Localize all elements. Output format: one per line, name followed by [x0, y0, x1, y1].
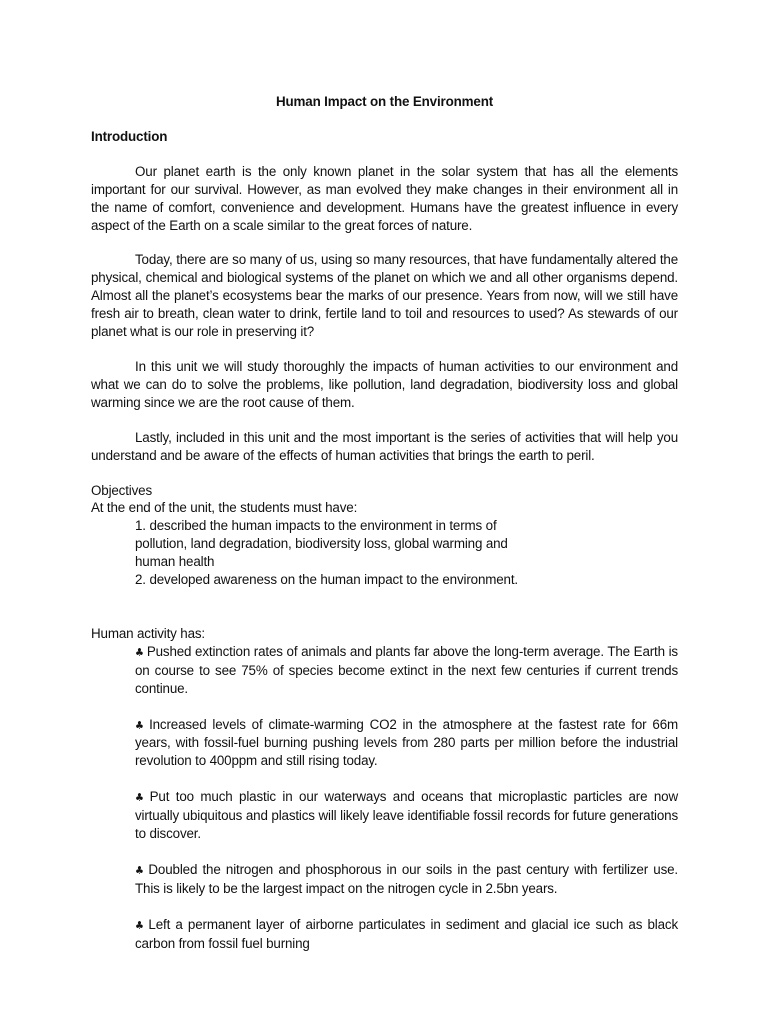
- activity-list: [135, 643, 678, 953]
- objectives-list: [135, 517, 678, 589]
- activity-text: Put too much plastic in our waterways and oceans that microplastic particles are now virtually ubiquitous and plastics will likely leave identifiable fossil records for future generations to discover.: [135, 789, 678, 842]
- activity-item: [135, 643, 678, 698]
- club-bullet-icon: ♣: [135, 864, 146, 877]
- activity-item: [135, 716, 678, 771]
- objective-item-2: 2. developed awareness on the human impact to the environment.: [135, 572, 518, 588]
- activity-text: Pushed extinction rates of animals and plants far above the long-term average. The Earth is on course to see 75% of species become extinct in the next few centuries if current trends continue.: [135, 643, 678, 696]
- intro-paragraph-2: Today, there are so many of us, using so many resources, that have fundamentally altered the physical, chemical and biological systems of the planet on which we and all other organisms depend. Almost all the planet’s ecosystems bear the marks of our presence. Years from now, will we still have fresh air to breath, clean water to drink, fertile land to toil and resources to used? As stewards of our planet what is our role in preserving it?: [91, 252, 678, 340]
- activity-item: [135, 861, 678, 898]
- document-title: Human Impact on the Environment: [275, 94, 494, 109]
- activity-text: Increased levels of climate-warming CO2 in the atmosphere at the fastest rate for 66m years, with fossil-fuel burning pushing levels from 280 parts per million before the industrial revolution to 400ppm and still rising today.: [135, 716, 678, 769]
- document-body: [91, 93, 678, 971]
- activity-text: Doubled the nitrogen and phosphorous in our soils in the past century with fertilizer use. This is likely to be the largest impact on the nitrogen cycle in 2.5bn years.: [135, 862, 678, 896]
- intro-paragraph-3: In this unit we will study thoroughly the impacts of human activities to our environment and what we can do to solve the problems, like pollution, land degradation, biodiversity loss and global warming since we are the root cause of them.: [91, 358, 678, 410]
- objectives-label: Objectives: [91, 482, 153, 498]
- club-bullet-icon: ♣: [135, 718, 147, 732]
- activity-item: [135, 916, 678, 953]
- section-heading-introduction: Introduction: [91, 128, 168, 144]
- intro-paragraph-1: Our planet earth is the only known planet in the solar system that has all the elements important for our survival. However, as man evolved they make changes in their environment all in the name of comfort, convenience and development. Humans have the greatest influence in every aspect of the Earth on a scale similar to the great forces of nature.: [91, 163, 678, 233]
- club-bullet-icon: ♣: [135, 645, 144, 659]
- club-bullet-icon: ♣: [135, 918, 146, 932]
- objectives-intro: At the end of the unit, the students must have:: [91, 500, 358, 516]
- activity-item: [135, 788, 678, 843]
- activity-intro: Human activity has:: [91, 625, 205, 641]
- club-bullet-icon: ♣: [135, 791, 147, 805]
- intro-paragraph-4: Lastly, included in this unit and the most important is the series of activities that will help you understand and be aware of the effects of human activities that brings the earth to peril.: [91, 429, 678, 463]
- activity-text: Left a permanent layer of airborne particulates in sediment and glacial ice such as black carbon from fossil fuel burning: [135, 916, 678, 951]
- objective-item-1: 1. described the human impacts to the environment in terms of pollution, land degradation, biodiversity loss, global warming and human health: [135, 518, 508, 570]
